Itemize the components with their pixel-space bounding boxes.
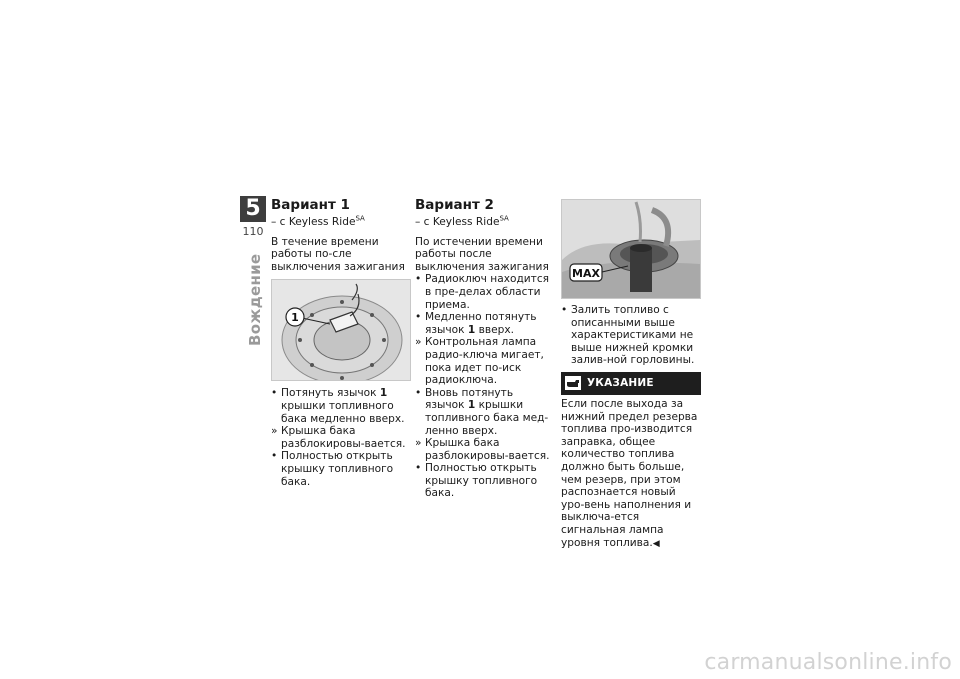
fuel-cap-figure xyxy=(271,279,411,381)
chapter-title: Вождение xyxy=(246,253,264,346)
note-header xyxy=(561,372,701,395)
fuel-cap-illustration xyxy=(272,280,410,380)
variant1-intro: В течение времени работы по-сле выключения зажигания xyxy=(271,235,405,273)
note-label: УКАЗАНИЕ xyxy=(587,377,654,390)
watermark: carmanualsonline.info xyxy=(704,650,952,675)
list-item: » Крышка бака разблокировы-вается. xyxy=(415,437,550,462)
variant2-column xyxy=(415,197,553,500)
variant2-intro: По истечении времени работы после выключения зажигания xyxy=(415,235,549,273)
variant1-subtitle: – с Keyless Ride$^{SA}$ xyxy=(271,214,365,228)
list-item: • Вновь потянуть язычок 1 крышки топливного бака мед-ленно вверх. xyxy=(415,386,549,437)
list-item: • Медленно потянуть язычок 1 вверх. xyxy=(415,311,537,336)
list-item: • Залить топливо с описанными выше характеристиками не выше нижней кромки залив-ной горловины. xyxy=(561,304,695,367)
variant2-heading: Вариант 2 xyxy=(415,197,494,213)
variant1-heading: Вариант 1 xyxy=(271,197,350,213)
max-label: MAX xyxy=(572,267,600,280)
list-item: » Крышка бака разблокировы-вается. xyxy=(271,425,406,450)
fuel-filler-figure xyxy=(561,199,701,299)
variant1-steps xyxy=(271,387,409,488)
fuel-filler-illustration xyxy=(562,200,700,298)
chapter-number: 5 xyxy=(240,196,266,222)
callout-1-label: 1 xyxy=(291,311,299,325)
refuel-column xyxy=(561,197,701,550)
end-mark-icon: ◀ xyxy=(652,538,660,549)
variant1-column xyxy=(271,197,409,488)
refuel-steps xyxy=(561,304,701,367)
variant2-subtitle: – с Keyless Ride$^{SA}$ xyxy=(415,214,509,228)
list-item: • Полностью открыть крышку топливного бака. xyxy=(271,450,394,488)
variant2-steps xyxy=(415,273,553,500)
list-item: • Полностью открыть крышку топливного бака. xyxy=(415,462,538,500)
page-number: 110 xyxy=(242,225,264,238)
hand-pointing-icon xyxy=(565,376,581,390)
list-item: » Контрольная лампа радио-ключа мигает, пока идет по-иск радиоключа. xyxy=(415,336,544,387)
list-item: • Радиоключ находится в пре-делах области приема. xyxy=(415,273,550,311)
note-text: Если после выхода за нижний предел резерва топлива про-изводится заправка, общее количество топлива должно быть больше, чем резерв, при этом распознается новый уро-вень наполнения и выключа-ется сигнальная лампа уровня топлива.◀ xyxy=(561,397,698,549)
list-item: • Потянуть язычок 1 крышки топливного бака медленно вверх. xyxy=(271,387,405,425)
